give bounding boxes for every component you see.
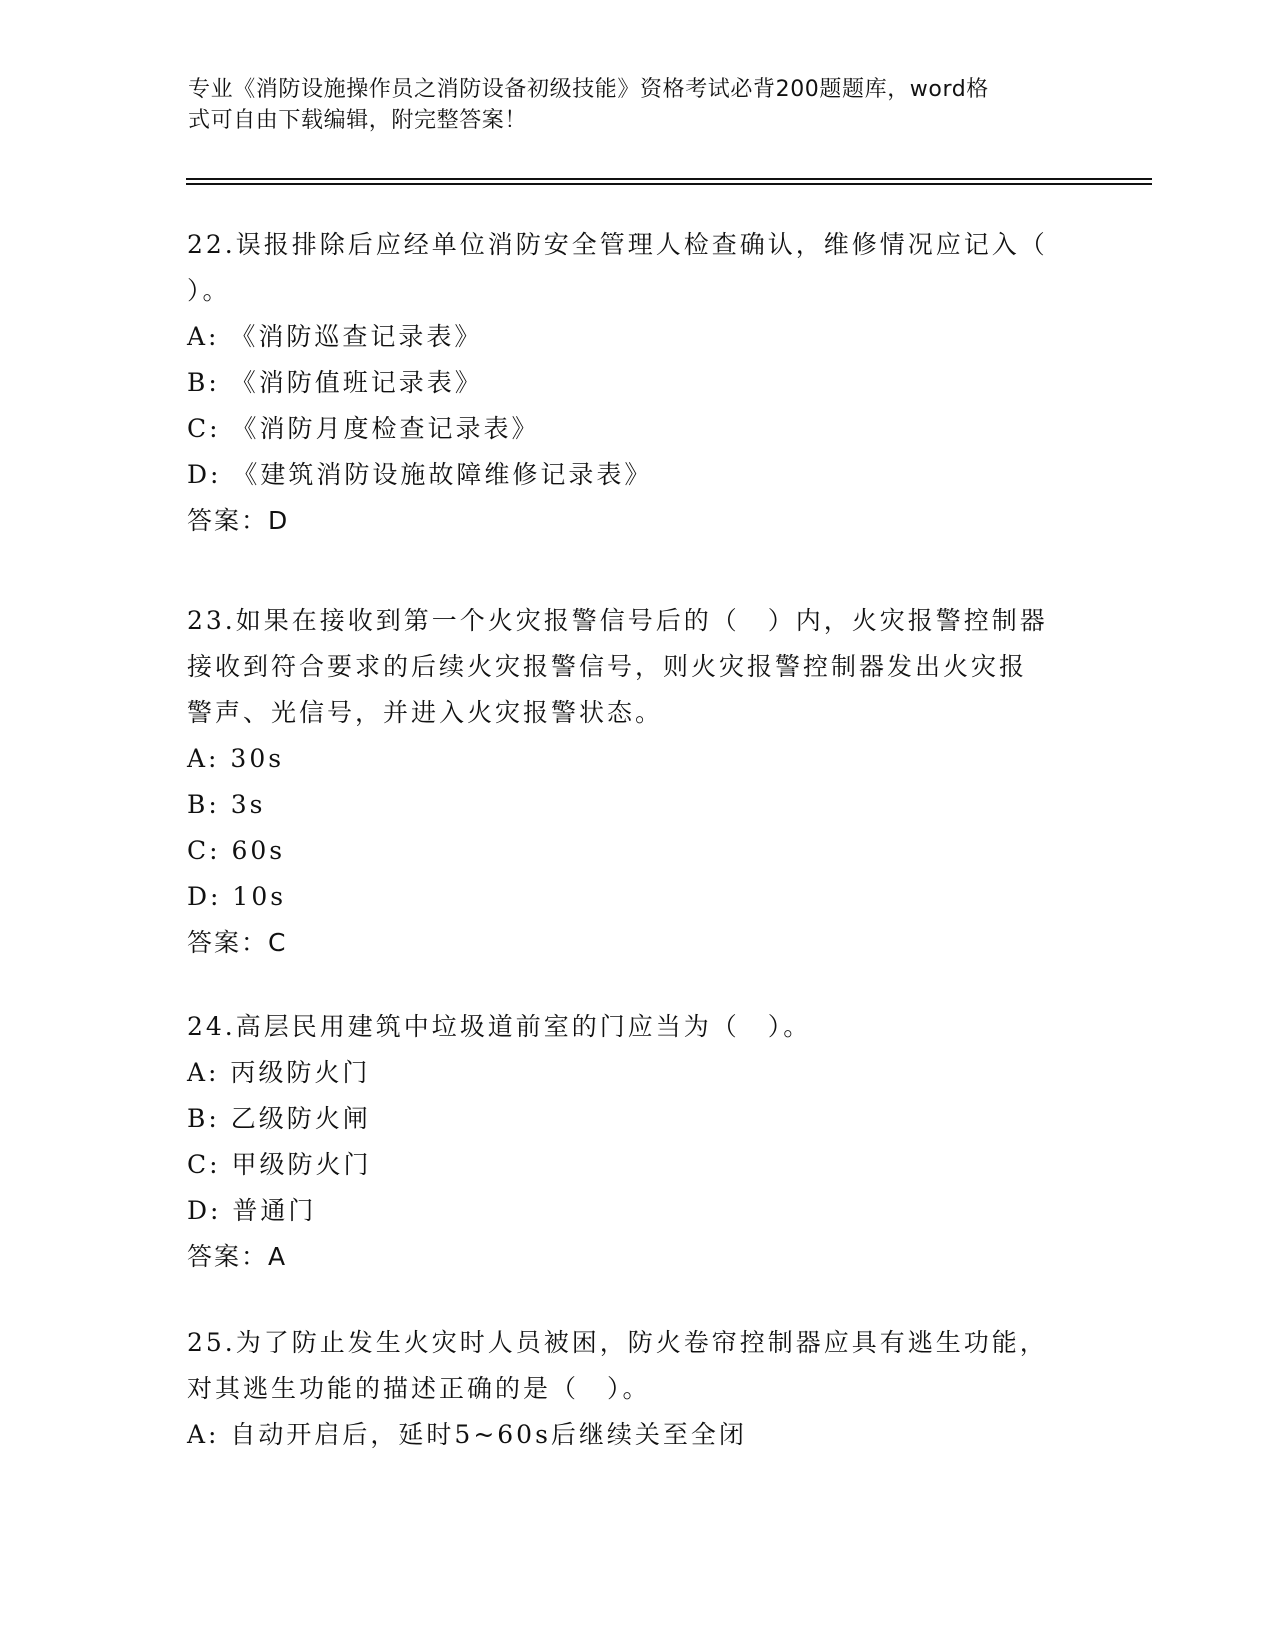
option-a: A: 丙级防火门 <box>187 1058 371 1087</box>
document-header <box>188 74 1068 136</box>
header-divider-top <box>186 178 1152 180</box>
option-d: D: 普通门 <box>187 1196 317 1225</box>
option-a: A: 30s <box>187 744 285 773</box>
option-a: A: 《消防巡查记录表》 <box>187 322 483 351</box>
option-a: A: 自动开启后，延时5~60s后继续关至全闭 <box>187 1420 747 1449</box>
answer-label: 答案：A <box>187 1242 288 1271</box>
question-stem-line: 接收到符合要求的后续火灾报警信号，则火灾报警控制器发出火灾报 <box>187 652 1028 681</box>
header-line-1: 专业《消防设施操作员之消防设备初级技能》资格考试必背200题题库，word格 <box>188 77 989 102</box>
option-b: B: 3s <box>187 790 266 819</box>
question-22 <box>187 222 1087 544</box>
option-b: B: 乙级防火闸 <box>187 1104 371 1133</box>
header-divider-bottom <box>186 183 1152 185</box>
question-stem-line: 对其逃生功能的描述正确的是（ ）。 <box>187 1374 651 1403</box>
header-line-2: 式可自由下载编辑，附完整答案！ <box>188 108 528 133</box>
question-25 <box>187 1320 1087 1458</box>
option-c: C: 60s <box>187 836 286 865</box>
question-23 <box>187 598 1087 966</box>
question-stem-line: 22.误报排除后应经单位消防安全管理人检查确认，维修情况应记入（ <box>187 230 1048 259</box>
question-stem-line: 23.如果在接收到第一个火灾报警信号后的（ ）内，火灾报警控制器 <box>187 606 1048 635</box>
question-stem-line: ）。 <box>187 276 231 305</box>
option-c: C: 甲级防火门 <box>187 1150 372 1179</box>
question-stem-line: 25.为了防止发生火灾时人员被困，防火卷帘控制器应具有逃生功能， <box>187 1328 1048 1357</box>
option-d: D: 10s <box>187 882 287 911</box>
question-24 <box>187 1004 1087 1280</box>
option-b: B: 《消防值班记录表》 <box>187 368 483 397</box>
option-c: C: 《消防月度检查记录表》 <box>187 414 540 443</box>
question-stem-line: 24.高层民用建筑中垃圾道前室的门应当为（ ）。 <box>187 1012 812 1041</box>
answer-label: 答案：D <box>187 506 290 535</box>
answer-label: 答案：C <box>187 928 288 957</box>
option-d: D: 《建筑消防设施故障维修记录表》 <box>187 460 653 489</box>
question-stem-line: 警声、光信号，并进入火灾报警状态。 <box>187 698 664 727</box>
